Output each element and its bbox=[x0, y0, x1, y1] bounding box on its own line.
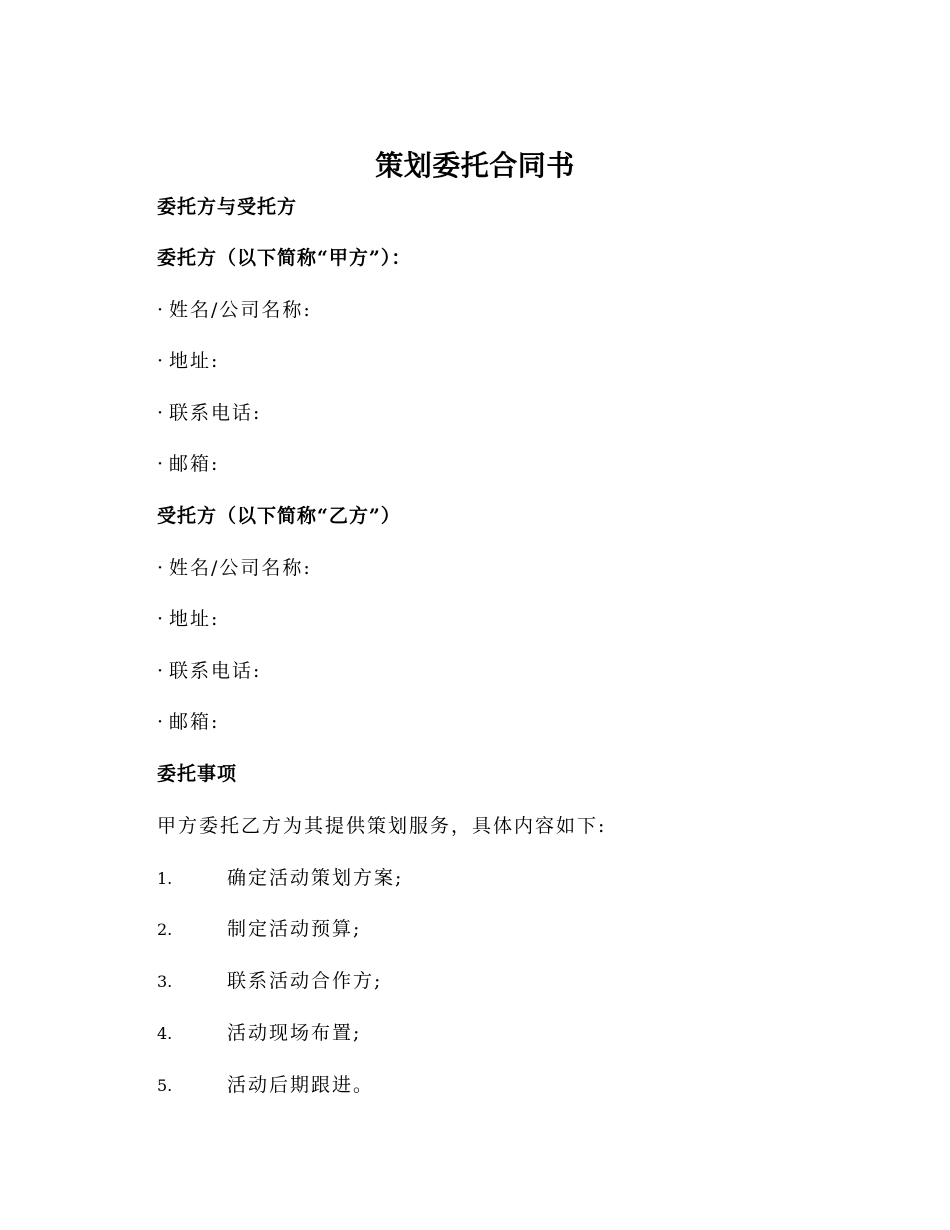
party-b-field-email bbox=[157, 707, 219, 737]
party-a-heading: 委托方（以下简称“甲方”）： bbox=[157, 247, 412, 269]
list-text: 确定活动策划方案; bbox=[227, 867, 404, 889]
party-a-field-name bbox=[157, 295, 312, 325]
list-number: 2. bbox=[157, 920, 173, 939]
field-label: 邮箱: bbox=[169, 453, 220, 475]
list-item bbox=[157, 914, 361, 944]
field-label: 联系电话: bbox=[169, 660, 262, 682]
party-a-field-phone bbox=[157, 398, 261, 428]
bullet: · bbox=[157, 608, 166, 630]
field-label: 姓名/公司名称: bbox=[169, 299, 312, 321]
list-item bbox=[157, 863, 403, 893]
document-title: 策划委托合同书 bbox=[375, 149, 575, 182]
bullet: · bbox=[157, 299, 166, 321]
party-a-field-email bbox=[157, 449, 219, 479]
list-number: 3. bbox=[157, 972, 173, 991]
list-text: 活动现场布置; bbox=[227, 1022, 362, 1044]
list-text: 制定活动预算; bbox=[227, 918, 362, 940]
bullet: · bbox=[157, 402, 166, 424]
list-item bbox=[157, 1018, 361, 1048]
list-item bbox=[157, 1070, 374, 1100]
party-b-field-address bbox=[157, 604, 219, 634]
field-label: 姓名/公司名称: bbox=[169, 557, 312, 579]
bullet: · bbox=[157, 453, 166, 475]
list-number: 5. bbox=[157, 1076, 173, 1095]
field-label: 地址: bbox=[169, 608, 220, 630]
field-label: 邮箱: bbox=[169, 711, 220, 733]
field-label: 地址: bbox=[169, 350, 220, 372]
bullet: · bbox=[157, 557, 166, 579]
party-b-field-phone bbox=[157, 656, 261, 686]
list-number: 1. bbox=[157, 869, 173, 888]
bullet: · bbox=[157, 660, 166, 682]
matters-heading: 委托事项 bbox=[157, 763, 238, 785]
party-a-field-address bbox=[157, 346, 219, 376]
field-label: 联系电话: bbox=[169, 402, 262, 424]
matters-intro: 甲方委托乙方为其提供策划服务，具体内容如下: bbox=[157, 815, 607, 837]
bullet: · bbox=[157, 350, 166, 372]
list-text: 活动后期跟进。 bbox=[227, 1074, 375, 1096]
parties-heading: 委托方与受托方 bbox=[157, 196, 298, 218]
party-b-heading: 受托方（以下简称“乙方”） bbox=[157, 505, 401, 527]
party-b-field-name bbox=[157, 553, 312, 583]
list-item bbox=[157, 966, 382, 996]
bullet: · bbox=[157, 711, 166, 733]
list-text: 联系活动合作方; bbox=[227, 970, 383, 992]
list-number: 4. bbox=[157, 1024, 173, 1043]
